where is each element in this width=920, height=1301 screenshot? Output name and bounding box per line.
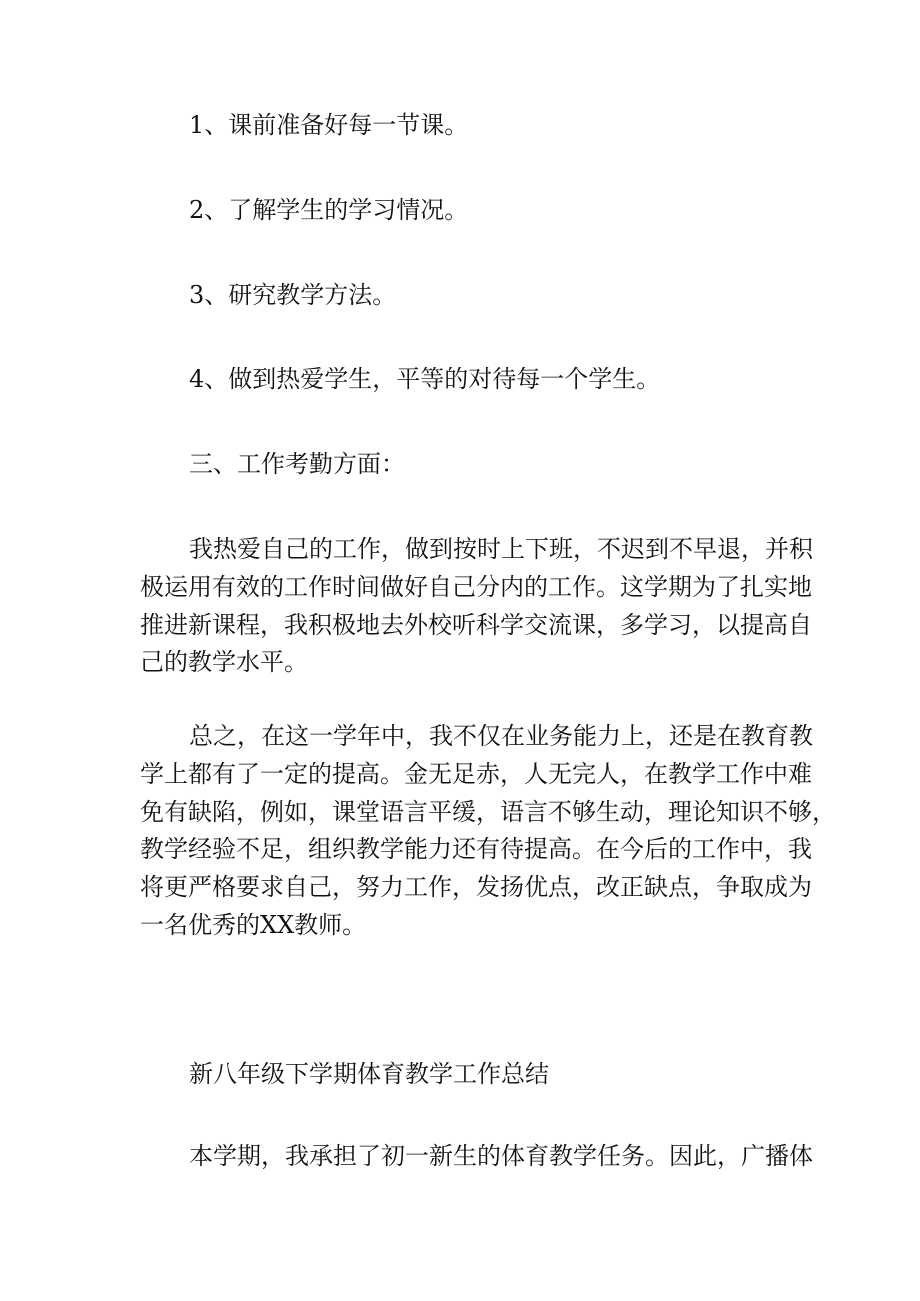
paragraph-line: 学上都有了一定的提高。金无足赤，人无完人，在教学工作中难 bbox=[140, 759, 812, 788]
paragraph-line: 一名优秀的XX教师。 bbox=[140, 910, 367, 939]
paragraph-line: 教学经验不足，组织教学能力还有待提高。在今后的工作中，我 bbox=[140, 835, 812, 864]
paragraph-line: 本学期，我承担了初一新生的体育教学任务。因此，广播体 bbox=[189, 1142, 813, 1170]
paragraph-line: 推进新课程，我积极地去外校听科学交流课，多学习，以提高自 bbox=[140, 610, 812, 639]
paragraph-line: 我热爱自己的工作，做到按时上下班，不迟到不早退，并积 bbox=[189, 535, 813, 563]
list-item-2: 2、了解学生的学习情况。 bbox=[189, 196, 469, 224]
document-title: 新八年级下学期体育教学工作总结 bbox=[189, 1060, 549, 1088]
list-item-1: 1、课前准备好每一节课。 bbox=[189, 111, 469, 139]
paragraph-line: 免有缺陷，例如，课堂语言平缓，语言不够生动，理论知识不够， bbox=[140, 797, 836, 826]
paragraph-attendance bbox=[140, 531, 813, 682]
paragraph-line: 己的教学水平。 bbox=[140, 648, 308, 677]
paragraph-line: 总之，在这一学年中，我不仅在业务能力上，还是在教育教 bbox=[189, 722, 813, 750]
paragraph-summary bbox=[140, 718, 836, 945]
paragraph-line: 将更严格要求自己，努力工作，发扬优点，改正缺点，争取成为 bbox=[140, 873, 812, 902]
section-heading-attendance: 三、工作考勤方面： bbox=[189, 450, 405, 478]
list-item-3: 3、研究教学方法。 bbox=[189, 281, 397, 309]
paragraph-intro bbox=[140, 1138, 813, 1176]
list-item-4: 4、做到热爱学生，平等的对待每一个学生。 bbox=[189, 365, 661, 393]
paragraph-line: 极运用有效的工作时间做好自己分内的工作。这学期为了扎实地 bbox=[140, 572, 812, 601]
